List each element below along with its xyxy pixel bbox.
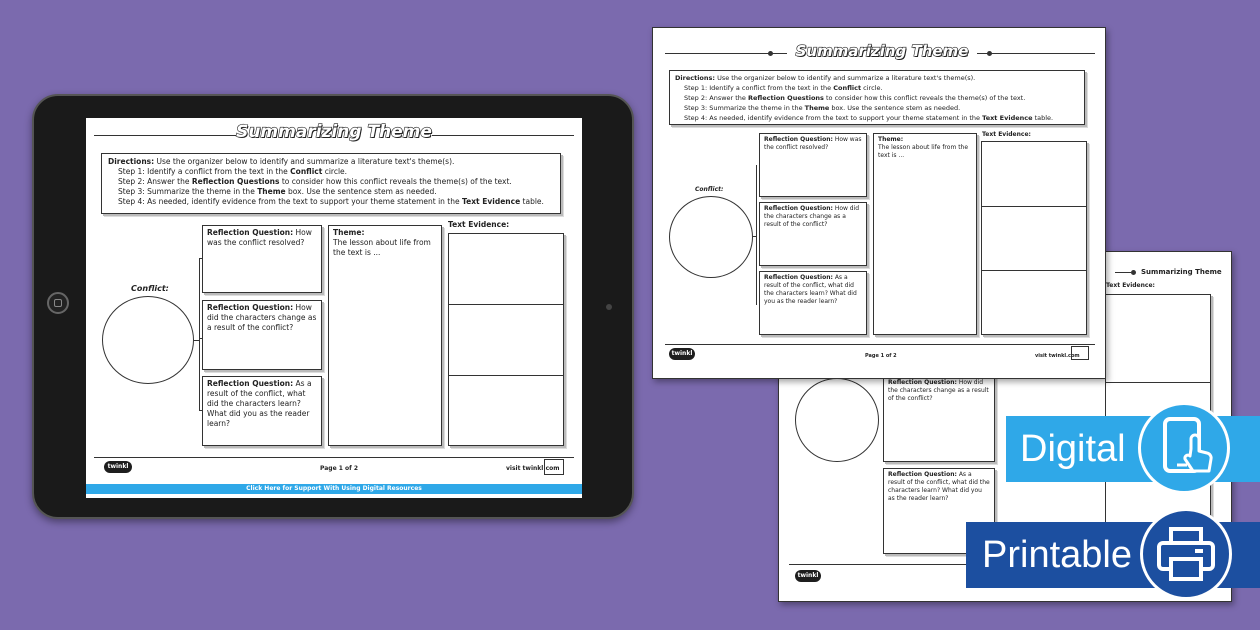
directions-label: Directions: — [108, 157, 155, 166]
theme-box[interactable]: Theme: The lesson about life from the text is ... — [328, 225, 442, 446]
back-title: Summarizing Theme — [1141, 268, 1222, 276]
step-2: Step 2: Answer the Reflection Questions to consider how this conflict reveals the theme(s) of the text. — [118, 177, 512, 186]
reflection-box-2[interactable]: Reflection Question: How did the characters change as a result of the conflict? — [202, 300, 322, 370]
conflict-circle[interactable] — [102, 296, 194, 384]
step-1: Step 1: Identify a conflict from the text in the Conflict circle. — [118, 167, 348, 176]
back-conflict-circle — [795, 378, 879, 462]
tablet-device — [32, 94, 634, 519]
directions-box — [101, 153, 561, 214]
printable-theme-box: Theme: The lesson about life from the text is ... — [873, 133, 977, 335]
printable-conflict-label: Conflict: — [695, 186, 724, 193]
text-evidence-label: Text Evidence: — [448, 220, 510, 229]
back-reflection-2: Reflection Question: How did the characters change as a result of the conflict? — [883, 376, 995, 462]
printable-reflection-2: Reflection Question: How did the characters change as a result of the conflict? — [759, 202, 867, 266]
printable-conflict-circle — [669, 196, 753, 278]
conflict-label: Conflict: — [131, 284, 169, 293]
reflection-box-1[interactable]: Reflection Question: How was the conflict resolved? — [202, 225, 322, 293]
support-bar-link[interactable]: Click Here for Support With Using Digital Resources — [86, 484, 582, 494]
printable-page-front — [652, 27, 1106, 379]
printable-title: Summarizing Theme — [795, 42, 969, 60]
footer-badge — [544, 459, 564, 475]
tablet-touch-icon — [1138, 402, 1230, 494]
digital-label: Digital — [1020, 428, 1126, 470]
site-link[interactable]: visit twinkl.com — [506, 465, 560, 472]
tablet-home-button[interactable] — [47, 292, 69, 314]
step-3: Step 3: Summarize the theme in the Theme box. Use the sentence stem as needed. — [118, 187, 437, 196]
text-evidence-table[interactable] — [448, 233, 564, 446]
worksheet-title: Summarizing Theme — [236, 122, 432, 142]
printable-evidence-table — [981, 141, 1087, 335]
back-reflection-3: Reflection Question: As a result of the conflict, what did the characters learn? What did you as the reader learn? — [883, 468, 995, 554]
reflection-box-3[interactable]: Reflection Question: As a result of the conflict, what did the characters learn? What did you as the reader learn? — [202, 376, 322, 446]
page-number: Page 1 of 2 — [320, 465, 358, 472]
step-4: Step 4: As needed, identify evidence from the text to support your theme statement in the Text Evidence table. — [118, 197, 544, 206]
printable-label: Printable — [982, 534, 1132, 576]
printable-evidence-label: Text Evidence: — [982, 131, 1031, 138]
printable-reflection-3: Reflection Question: As a result of the conflict, what did the characters learn? What did you as the reader learn? — [759, 271, 867, 335]
printable-site: visit twinkl.com — [1035, 353, 1080, 359]
back-evidence-label: Text Evidence: — [1106, 282, 1155, 289]
printable-reflection-1: Reflection Question: How was the conflict resolved? — [759, 133, 867, 197]
tablet-camera — [606, 304, 612, 310]
printable-directions: Directions: Use the organizer below to identify and summarize a literature text's theme(s). Step 1: Identify a conflict from the text in the Conflict circle. Step 2: Answer the Reflection Questions to consider how this conflict reveals the theme(s) of the text. Step 3: Summarize the theme in the Theme box. Use the sentence stem as needed. Step 4: As needed, identify evidence from the text to support your theme statement in the Text Evidence table. — [669, 70, 1085, 125]
back-twinkl-logo: twinkl — [795, 570, 821, 582]
printer-icon — [1140, 508, 1232, 600]
twinkl-logo: twinkl — [104, 461, 132, 473]
printable-page-number: Page 1 of 2 — [865, 353, 897, 359]
directions-text: Use the organizer below to identify and summarize a literature text's theme(s). — [156, 157, 455, 166]
printable-footer-badge — [1071, 346, 1089, 360]
tablet-screen — [86, 118, 582, 498]
printable-twinkl-logo: twinkl — [669, 348, 695, 360]
